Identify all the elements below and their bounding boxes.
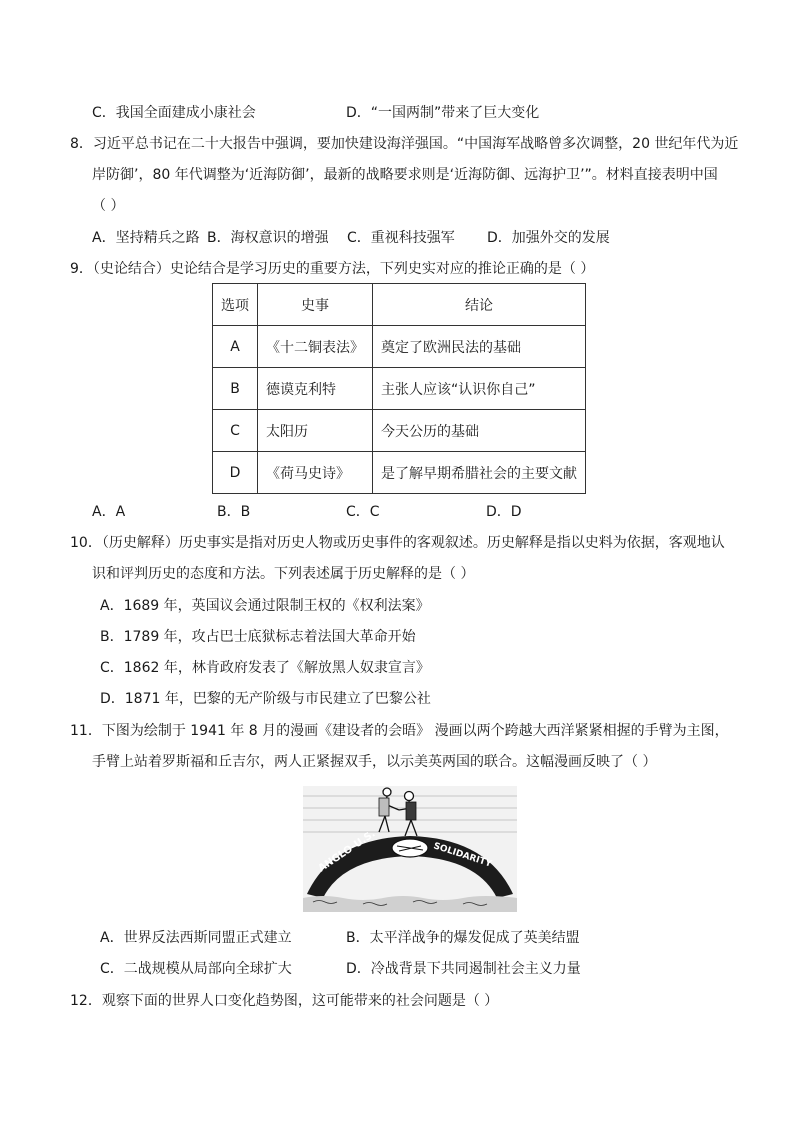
cartoon-left-text: ANGLO-U.S. — [316, 828, 378, 875]
table-row — [213, 368, 586, 410]
table-cell: B — [213, 368, 258, 410]
q9-table — [212, 283, 586, 494]
q7-option-d[interactable]: D．“一国两制”带来了巨大变化 — [346, 105, 540, 121]
table-row — [213, 410, 586, 452]
q10-option-b[interactable]: B．1789 年，攻占巴士底狱标志着法国大革命开始 — [100, 629, 416, 645]
q8-option-a[interactable]: A．坚持精兵之路 — [92, 230, 200, 246]
q11-option-b[interactable]: B．太平洋战争的爆发促成了英美结盟 — [346, 930, 580, 946]
table-cell: 《荷马史诗》 — [258, 452, 373, 494]
table-row — [213, 452, 586, 494]
table-cell: 奠定了欧洲民法的基础 — [373, 326, 586, 368]
table-cell: 主张人应该“认识你自己” — [373, 368, 586, 410]
q8-stem-line3: （ ） — [92, 198, 125, 214]
q10-option-a[interactable]: A．1689 年，英国议会通过限制王权的《权利法案》 — [100, 598, 430, 614]
q10-option-c[interactable]: C．1862 年，林肯政府发表了《解放黑人奴隶宣言》 — [100, 660, 430, 676]
table-cell: 德谟克利特 — [258, 368, 373, 410]
table-header-cell: 结论 — [373, 284, 586, 326]
table-cell: 今天公历的基础 — [373, 410, 586, 452]
q10-option-d[interactable]: D．1871 年，巴黎的无产阶级与市民建立了巴黎公社 — [100, 691, 431, 707]
q9-option-a[interactable]: A．A — [92, 504, 126, 520]
q9-option-c[interactable]: C．C — [346, 504, 380, 520]
table-header-cell: 史事 — [258, 284, 373, 326]
table-header-cell: 选项 — [213, 284, 258, 326]
q11-option-a[interactable]: A．世界反法西斯同盟正式建立 — [100, 930, 292, 946]
table-cell: D — [213, 452, 258, 494]
q11-stem-line1: 11．下图为绘制于 1941 年 8 月的漫画《建设者的会晤》 漫画以两个跨越大西洋紧紧相握的手臂为主图， — [70, 723, 729, 739]
table-cell: A — [213, 326, 258, 368]
q12-stem: 12．观察下面的世界人口变化趋势图，这可能带来的社会问题是（ ） — [70, 993, 499, 1009]
q8-stem-line1: 8．习近平总书记在二十大报告中强调，要加快建设海洋强国。“中国海军战略曾多次调整，20 世纪年代为近 — [70, 136, 739, 152]
q9-option-b[interactable]: B．B — [217, 504, 251, 520]
q9-option-d[interactable]: D．D — [486, 504, 522, 520]
q10-stem-line2: 识和评判历史的态度和方法。下列表述属于历史解释的是（ ） — [92, 566, 475, 582]
q11-option-d[interactable]: D．冷战背景下共同遏制社会主义力量 — [346, 961, 581, 977]
table-cell: 太阳历 — [258, 410, 373, 452]
q11-stem-line2: 手臂上站着罗斯福和丘吉尔，两人正紧握双手，以示美英两国的联合。这幅漫画反映了（ ） — [92, 754, 657, 770]
table-cell: C — [213, 410, 258, 452]
q8-option-b[interactable]: B．海权意识的增强 — [207, 230, 329, 246]
q8-option-c[interactable]: C．重视科技强军 — [347, 230, 455, 246]
q8-stem-line2: 岸防御’，80 年代调整为‘近海防御’，最新的战略要求则是‘近海防御、远海护卫’”。材料直接表明中国 — [92, 167, 718, 183]
q11-option-c[interactable]: C．二战规模从局部向全球扩大 — [100, 961, 292, 977]
table-cell: 《十二铜表法》 — [258, 326, 373, 368]
q9-stem: 9．（史论结合）史论结合是学习历史的重要方法，下列史实对应的推论正确的是（ ） — [70, 261, 595, 277]
q8-option-d[interactable]: D．加强外交的发展 — [487, 230, 610, 246]
table-row — [213, 326, 586, 368]
q7-option-c[interactable]: C．我国全面建成小康社会 — [92, 105, 256, 121]
table-header-row — [213, 284, 586, 326]
cartoon-image — [303, 786, 517, 912]
cartoon-right-text: SOLIDARITY — [432, 841, 493, 870]
table-cell: 是了解早期希腊社会的主要文献 — [373, 452, 586, 494]
q10-stem-line1: 10．（历史解释）历史事实是指对历史人物或历史事件的客观叙述。历史解释是指以史料为依据，客观地认 — [70, 535, 725, 551]
